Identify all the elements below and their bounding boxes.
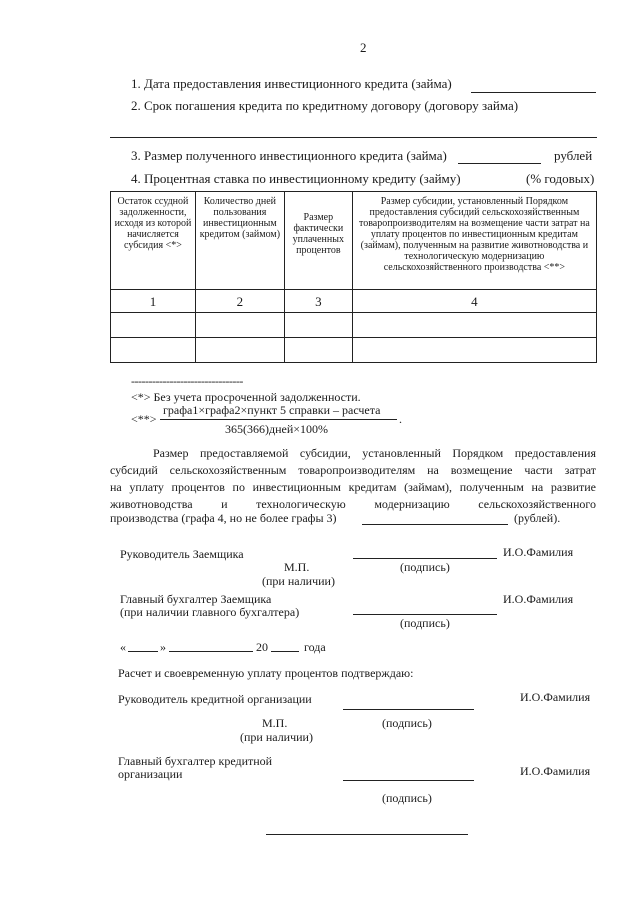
item-3-unit: рублей — [554, 148, 593, 163]
item-4-unit: (% годовых) — [526, 171, 595, 186]
if-any-label-2: (при наличии) — [240, 730, 313, 744]
item-3-label: 3. Размер полученного инвестиционного кредита (займа) — [131, 148, 447, 163]
head-credit-org-label: Руководитель кредитной организации — [118, 692, 312, 706]
table-cell — [352, 313, 596, 338]
item-2-blank — [110, 137, 597, 138]
head-borrower-label: Руководитель Заемщика — [120, 547, 244, 561]
item-1-blank — [471, 92, 596, 93]
chief-credit-org-label-1: Главный бухгалтер кредитной — [118, 754, 273, 768]
mp-label-1: М.П. — [284, 560, 310, 574]
table-cell: 2 — [195, 290, 284, 313]
chief-credit-org-name: И.О.Фамилия — [520, 764, 591, 778]
table-cell — [111, 338, 196, 363]
page-number: 2 — [360, 40, 367, 55]
header-days-of-use: Количество дней пользования инвестиционным кредитом (займом) — [195, 192, 284, 290]
chief-accountant-name: И.О.Фамилия — [503, 592, 574, 606]
formula-numerator: графа1×графа2×пункт 5 справки – расчета — [163, 403, 381, 417]
table-cell — [284, 313, 352, 338]
chief-credit-org-signature-line — [343, 780, 474, 781]
date-close-quote: » — [160, 640, 166, 654]
if-any-label-1: (при наличии) — [262, 574, 335, 588]
footnote-1: <*> Без учета просроченной задолженности. — [131, 390, 361, 404]
item-3-blank — [458, 163, 541, 164]
table-number-row — [111, 290, 597, 313]
table-cell: 1 — [111, 290, 196, 313]
head-credit-org-signature-line — [343, 709, 474, 710]
date-month-blank — [169, 651, 253, 652]
date-open-quote: « — [120, 640, 126, 654]
chief-credit-org-label-2: организации — [118, 767, 183, 781]
formula-denominator: 365(366)дней×100% — [225, 422, 329, 436]
date-year-blank — [271, 651, 299, 652]
paragraph-line-1: Размер предоставляемой субсидии, установленный Порядком предоставления — [153, 446, 596, 460]
head-borrower-signature-line — [353, 558, 497, 559]
header-subsidy-size: Размер субсидии, установленный Порядком предоставления субсидий сельскохозяйственным товаропроизводителям на возмещение части затрат на уплату процентов по инвестиционным кредитам (займам), полученным на развитие животноводства и технологическую модернизацию сельскохозяйственного производства <**> — [352, 192, 596, 290]
table-cell — [195, 338, 284, 363]
paragraph-line-4: животноводства и технологическую модернизацию сельскохозяйственного — [110, 497, 596, 511]
subsidy-amount-blank — [362, 524, 508, 525]
paragraph-line-5a: производства (графа 4, но не более графы 3) — [110, 511, 337, 525]
chief-accountant-note: (при наличии главного бухгалтера) — [120, 605, 300, 619]
item-1-label: 1. Дата предоставления инвестиционного кредита (займа) — [131, 76, 452, 91]
date-day-blank — [128, 651, 158, 652]
paragraph-line-2: субсидий сельскохозяйственным товаропроизводителям на возмещение части затрат — [110, 463, 596, 477]
paragraph-line-5b: (рублей). — [514, 511, 561, 525]
closing-line — [266, 834, 468, 835]
table-cell: 4 — [352, 290, 596, 313]
formula-end: . — [399, 412, 402, 426]
signature-caption-3: (подпись) — [382, 716, 432, 730]
confirm-label: Расчет и своевременную уплату процентов подтверждаю: — [118, 666, 414, 680]
signature-caption-2: (подпись) — [400, 616, 450, 630]
table-row — [111, 313, 597, 338]
footnote-separator: -------------------------------- — [131, 374, 243, 388]
item-2-label: 2. Срок погашения кредита по кредитному договору (договору займа) — [131, 98, 519, 113]
footnote-2-mark: <**> — [131, 412, 157, 426]
formula-fraction-bar — [160, 419, 397, 420]
chief-accountant-label: Главный бухгалтер Заемщика — [120, 592, 272, 606]
table-cell — [111, 313, 196, 338]
date-year-prefix: 20 — [256, 640, 268, 654]
chief-accountant-signature-line — [353, 614, 497, 615]
header-interest-paid: Размер фактически уплаченных процентов — [284, 192, 352, 290]
head-credit-org-name: И.О.Фамилия — [520, 690, 591, 704]
head-borrower-name: И.О.Фамилия — [503, 545, 574, 559]
table-cell — [195, 313, 284, 338]
header-loan-balance: Остаток ссудной задолженности, исходя из которой начисляется субсидия <*> — [111, 192, 196, 290]
table-header-row — [111, 192, 597, 290]
table-cell — [284, 338, 352, 363]
signature-caption-4: (подпись) — [382, 791, 432, 805]
subsidy-table — [110, 191, 597, 363]
table-cell: 3 — [284, 290, 352, 313]
date-year-word: года — [304, 640, 326, 654]
table-cell — [352, 338, 596, 363]
signature-caption-1: (подпись) — [400, 560, 450, 574]
mp-label-2: М.П. — [262, 716, 288, 730]
item-4-label: 4. Процентная ставка по инвестиционному кредиту (займу) — [131, 171, 461, 186]
paragraph-line-3: на уплату процентов по инвестиционным кредитам (займам), полученным на развитие — [110, 480, 596, 494]
table-row — [111, 338, 597, 363]
